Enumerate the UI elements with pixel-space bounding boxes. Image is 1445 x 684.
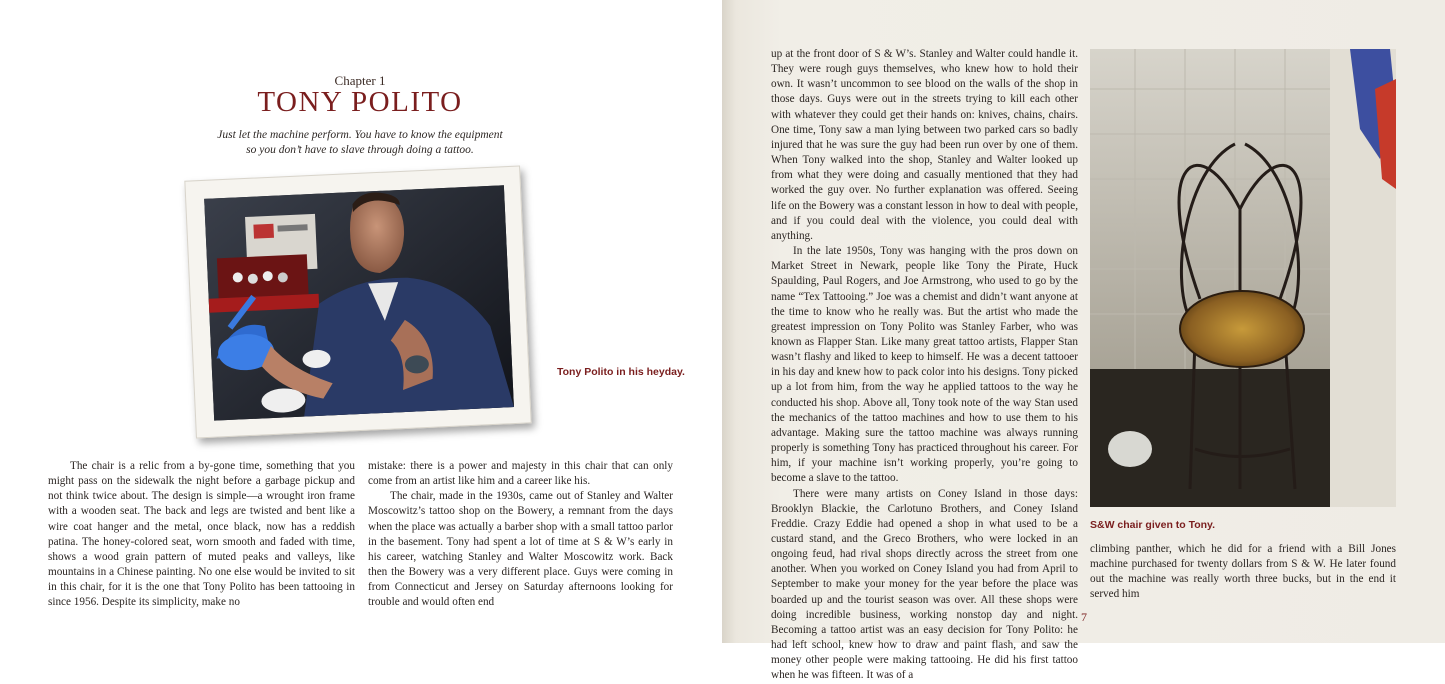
- right-text-column-1: [771, 47, 1078, 684]
- left-photo-caption: Tony Polito in his heyday.: [557, 366, 685, 378]
- tony-polito-photo-illustration: [204, 185, 514, 420]
- right-text-column-2: [1090, 542, 1396, 603]
- paragraph: The chair, made in the 1930s, came out of Stanley and Walter Moscowitz’s tattoo shop on the Bowery, a remnant from the days when the place was actually a barber shop with a small tattoo parlor in the basement. Tony had spent a lot of time at S & W’s early in his career, watching Stanley and Walter Moscowitz work. Back then the Bowery was a very different place. Guys were coming in from Connecticut and Jersey on Saturday afternoons looking for trouble and would often end: [368, 490, 673, 609]
- paragraph: The chair is a relic from a by-gone time, something that you might pass on the sidewalk the night before a garbage pickup and not think twice about. The design is simple—a wrought iron frame with a wooden seat. The back and legs are twisted and bent like a wire coat hanger and the metal, once black, now has a reddish patina. The honey-colored seat, worn smooth and faded with time, shows a wood grain pattern of muted peaks and valleys, like mountains in a Chinese painting. No one else would be invited to sit in this chair, for it is the one that Tony Polito has been tattooing in since 1956. Despite its simplicity, make no: [48, 460, 355, 609]
- left-text-column-1: [48, 459, 355, 611]
- epigraph-line-2: so you don’t have to slave through doing a tattoo.: [246, 144, 474, 156]
- sw-chair-photo: [1090, 49, 1396, 507]
- paragraph: up at the front door of S & W’s. Stanley and Walter could handle it. They were rough guys themselves, who knew how to hold their own. It wasn’t uncommon to see blood on the walls of the shop in those days. Guys were out in the streets trying to kill each other with whatever they could get their hands on: knives, chains, chairs. One time, Tony saw a man lying between two parked cars so badly injured that he was sure the guy had been run over by one of them. When Tony walked into the shop, Stanley and Walter looked up from what they were doing and casually mentioned that they had worked the guy over. No further explanation was offered. Seeing life on the Bowery was a constant lesson in how to deal with people, and if you could deal with the violence, you could deal with anything.: [771, 48, 1078, 242]
- paragraph: climbing panther, which he did for a friend with a Bill Jones machine purchased for twenty dollars from S & W. He later found out the machine was really worth three bucks, but in the end it served him: [1090, 543, 1396, 601]
- chapter-title: TONY POLITO: [257, 86, 463, 118]
- chapter-label: Chapter 1: [334, 73, 386, 88]
- epigraph-line-1: Just let the machine perform. You have to know the equipment: [217, 129, 503, 141]
- paragraph: There were many artists on Coney Island in those days: Brooklyn Blackie, the Carlotuno Brothers, and Coney Island Freddie. Crazy Eddie had opened a shop in what used to be a custard stand, and the Greco Brothers, who were locked in an ongoing feud, had rival shops directly across the street from one another. When you worked on Coney Island you had from April to September to make your money for the year before the place was boarded up and the tourist season was over. All these shops were doing incredible business, working nonstop day and night. Becoming a tattoo artist was an easy decision for Tony Polito: he had left school, knew how to draw and paint flash, and saw the money other people were making tattooing. He did his first tattoo when he was fifteen. It was of a: [771, 487, 1078, 682]
- epigraph: [210, 128, 510, 158]
- tony-polito-photo: [204, 185, 514, 420]
- left-text-column-2: [368, 459, 673, 611]
- page-number: 7: [1081, 610, 1087, 624]
- paragraph: In the late 1950s, Tony was hanging with the pros down on Market Street in Newark, people like Tony the Pirate, Huck Spaulding, Paul Rogers, and Joe Armstrong, who used to go by the name “Tex Tattooing.” Joe was a chemist and didn’t want anyone at the time to know who he really was. But the artist who made the greatest impression on Tony Polito was Stanley Farber, who was known as Flapper Stan. Like many great tattoo artists, Flapper Stan wasn’t flashy and liked to keep to himself. He was a decent tattooer in his day and knew how to pack color into his designs. Tony picked up a lot from him, from the way he applied tattoos to the way he conducted his shop. Above all, Tony took note of the way Stan used the mechanics of the tattoo machines and how to use them to his advantage. Making sure the tattoo machine was always running properly is something Tony has practiced throughout his career. For him, if your machine isn’t working properly, you’re going to become a slave to the tattoo.: [771, 245, 1078, 485]
- tony-polito-photo-frame: [184, 166, 531, 439]
- right-photo-caption: S&W chair given to Tony.: [1090, 519, 1216, 531]
- paragraph: mistake: there is a power and majesty in this chair that can only come from an artist like him and a career like his.: [368, 460, 673, 488]
- sw-chair-illustration: [1090, 49, 1396, 507]
